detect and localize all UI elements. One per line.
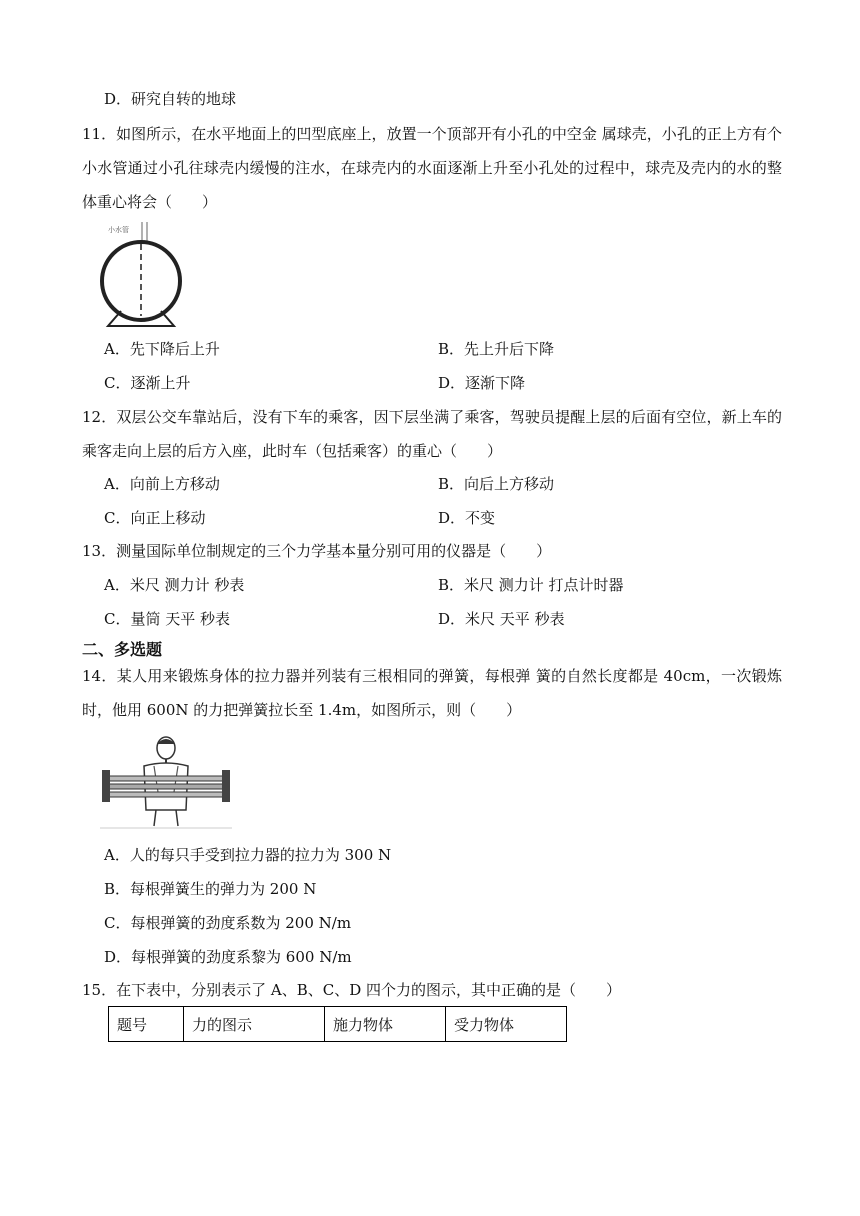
q11-figure — [96, 218, 186, 330]
q14-option-d: D．每根弹簧的劲度系黎为 600 N/m — [104, 948, 352, 966]
table-header-receiving-object: 受力物体 — [446, 1007, 567, 1042]
q13-option-c: C．量筒 天平 秒表 — [104, 610, 231, 628]
q12-option-c: C．向正上移动 — [104, 509, 206, 527]
hollow-sphere-diagram — [96, 218, 186, 330]
q14-option-c: C．每根弹簧的劲度系数为 200 N/m — [104, 914, 352, 932]
q11-option-c: C．逐渐上升 — [104, 374, 191, 392]
q13-option-b: B．米尺 测力计 打点计时器 — [438, 576, 624, 594]
water-pipe-label: 小水管 — [108, 226, 129, 234]
q15-force-table — [108, 1006, 567, 1042]
table-header-exerting-object: 施力物体 — [325, 1007, 446, 1042]
q11-option-d: D．逐渐下降 — [438, 374, 526, 392]
q14-stem: 14．某人用来锻炼身体的拉力器并列装有三根相同的弹簧，每根弹 簧的自然长度都是 40cm，一次锻炼时，他用 600N 的力把弹簧拉长至 1.4m，如图所示，则（ ） — [82, 667, 782, 719]
section-heading-multiple-choice: 二、多选题 — [82, 640, 163, 659]
q12-option-d: D．不变 — [438, 509, 496, 527]
q14-option-b: B．每根弹簧生的弹力为 200 N — [104, 880, 317, 898]
q12-option-a: A．向前上方移动 — [104, 475, 220, 493]
q14-figure — [100, 732, 232, 830]
q13-stem: 13．测量国际单位制规定的三个力学基本量分别可用的仪器是（ ） — [82, 542, 552, 560]
q11-option-a: A．先下降后上升 — [104, 340, 220, 358]
table-header-force-diagram: 力的图示 — [184, 1007, 325, 1042]
table-header-row — [109, 1007, 567, 1042]
q10-option-d: D．研究自转的地球 — [104, 90, 237, 108]
q12-stem: 12．双层公交车靠站后，没有下车的乘客，因下层坐满了乘客，驾驶员提醒上层的后面有空位，新上车的乘客走向上层的后方入座，此时车（包括乘客）的重心（ ） — [82, 408, 782, 460]
q15-stem: 15．在下表中，分别表示了 A、B、C、D 四个力的图示，其中正确的是（ ） — [82, 981, 621, 999]
q13-option-d: D．米尺 天平 秒表 — [438, 610, 565, 628]
q11-stem: 11．如图所示，在水平地面上的凹型底座上，放置一个顶部开有小孔的中空金 属球壳，小孔的正上方有个小水管通过小孔往球壳内缓慢的注水，在球壳内的水面逐渐上升至小孔处的过程中，球壳及壳内的水的整体重心将会（ ） — [82, 125, 782, 211]
q14-option-a: A．人的每只手受到拉力器的拉力为 300 N — [104, 846, 392, 864]
spring-exerciser-figure — [100, 732, 232, 830]
q11-option-b: B．先上升后下降 — [438, 340, 555, 358]
q13-option-a: A．米尺 测力计 秒表 — [104, 576, 245, 594]
q12-option-b: B．向后上方移动 — [438, 475, 555, 493]
table-header-question-no: 题号 — [109, 1007, 184, 1042]
